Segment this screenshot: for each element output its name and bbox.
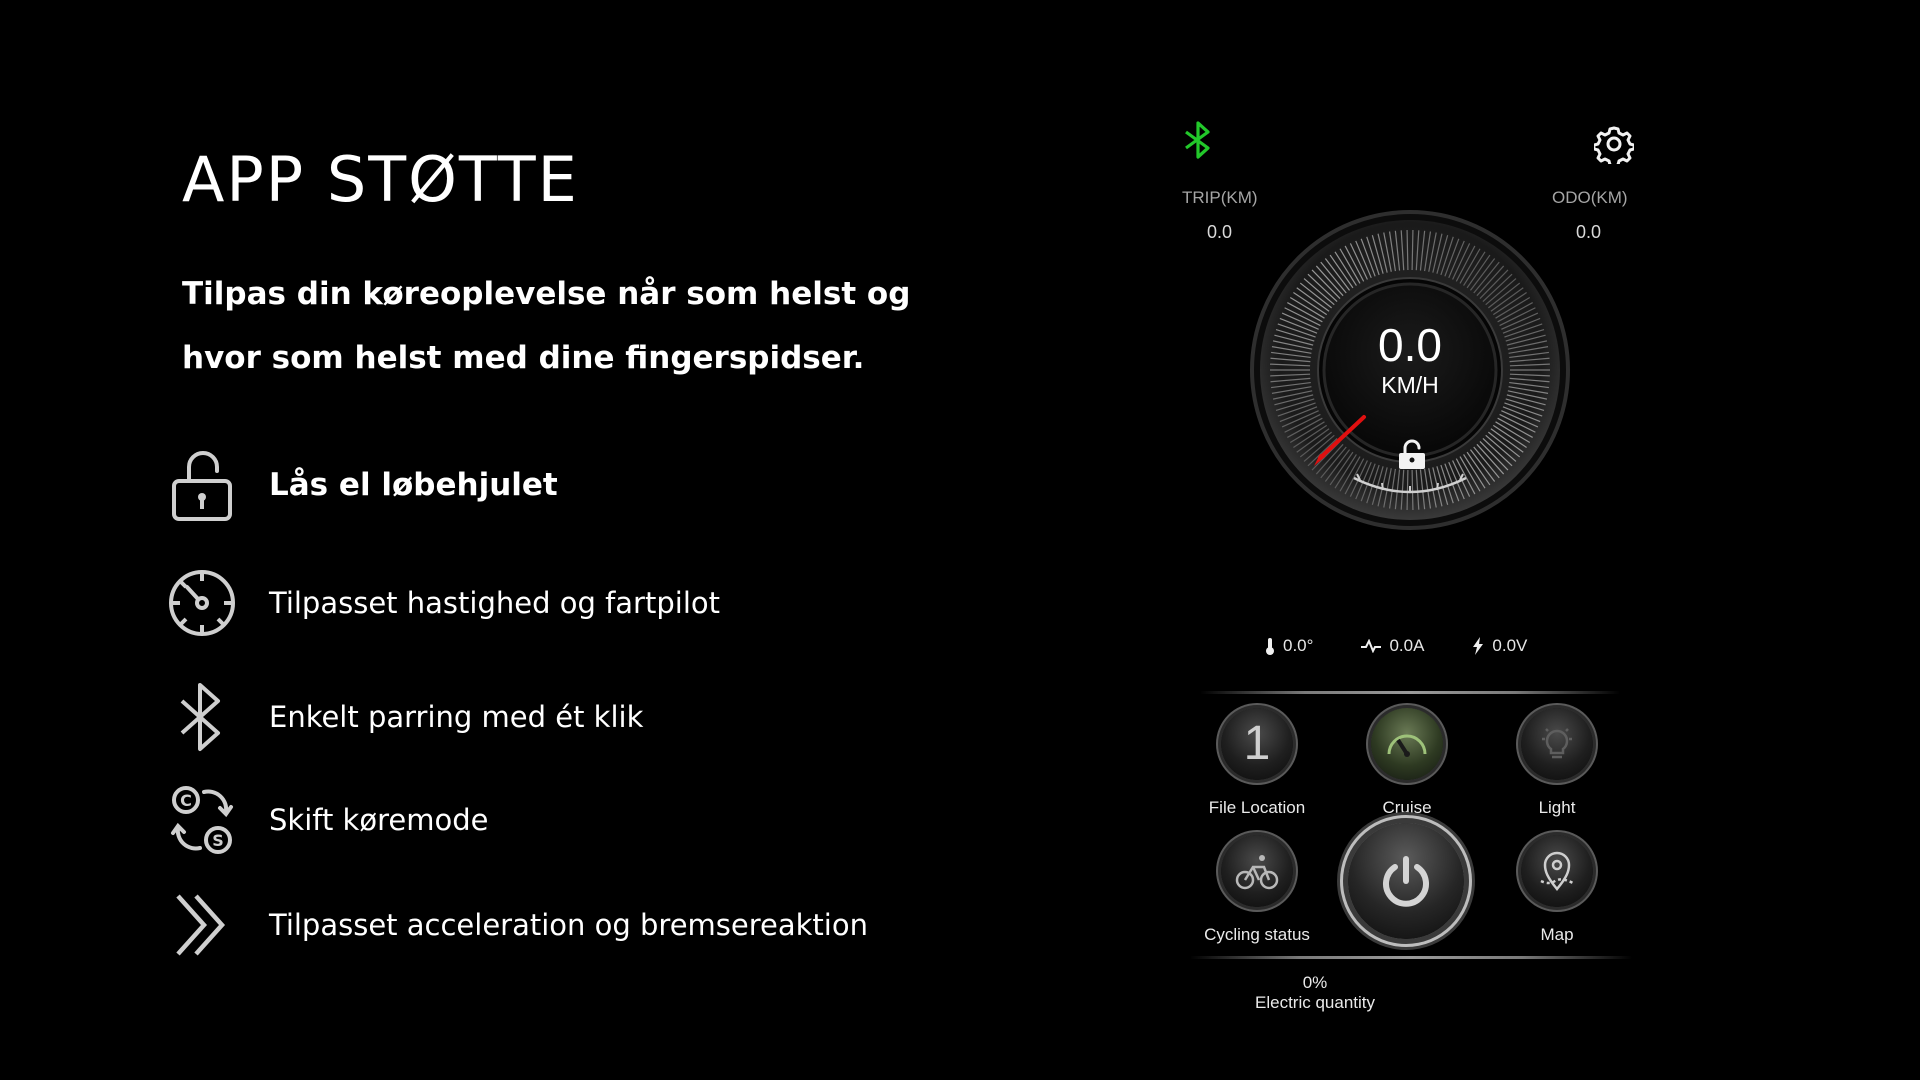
power-button[interactable] bbox=[1348, 823, 1464, 939]
current-value: 0.0A bbox=[1389, 636, 1425, 655]
current-wave-icon bbox=[1361, 639, 1381, 653]
tile-label: Cycling status bbox=[1204, 925, 1310, 944]
feature-acceleration bbox=[160, 880, 868, 970]
gauge-tick bbox=[1407, 230, 1408, 270]
map-pin-icon bbox=[1537, 849, 1577, 893]
cyclist-icon bbox=[1234, 851, 1280, 891]
cruise-knob bbox=[1371, 708, 1443, 780]
light-knob bbox=[1521, 708, 1593, 780]
feature-label: Enkelt parring med ét klik bbox=[269, 700, 644, 734]
page-subtitle: Tilpas din køreoplevelse når som helst og hvor som helst med dine fingerspidser. bbox=[182, 276, 911, 376]
feature-pairing bbox=[160, 672, 643, 762]
temperature-readout bbox=[1265, 636, 1313, 656]
bluetooth-icon bbox=[160, 675, 244, 759]
divider-top bbox=[1200, 691, 1620, 694]
trip-label: TRIP(KM) bbox=[1182, 188, 1258, 207]
power-icon bbox=[1378, 853, 1434, 909]
tile-label: File Location bbox=[1208, 798, 1306, 817]
battery-percent: 0% bbox=[1302, 973, 1328, 992]
battery-indicator bbox=[1205, 973, 1425, 1013]
feature-lock bbox=[160, 440, 558, 530]
lightning-icon bbox=[1472, 637, 1484, 655]
odo-value: 0.0 bbox=[1576, 222, 1602, 242]
light-button[interactable] bbox=[1482, 708, 1632, 818]
feature-list bbox=[160, 0, 960, 1080]
voltage-value: 0.0V bbox=[1492, 636, 1528, 655]
feature-speed bbox=[160, 558, 720, 648]
gauge-tick bbox=[1412, 230, 1413, 270]
gauge-lock-icon[interactable] bbox=[1395, 438, 1429, 477]
trip-value: 0.0 bbox=[1207, 222, 1233, 242]
tile-label: Map bbox=[1540, 925, 1574, 944]
feature-mode bbox=[160, 775, 488, 865]
tile-label: Light bbox=[1538, 798, 1576, 817]
temperature-value: 0.0° bbox=[1283, 636, 1314, 655]
divider-bottom bbox=[1190, 956, 1632, 959]
tile-label: Cruise bbox=[1382, 798, 1432, 817]
map-button[interactable] bbox=[1482, 835, 1632, 945]
feature-label: Lås el løbehjulet bbox=[269, 467, 558, 503]
file-location-knob bbox=[1221, 708, 1293, 780]
feature-label: Tilpasset hastighed og fartpilot bbox=[269, 586, 720, 620]
svg-text:C: C bbox=[180, 791, 192, 810]
bluetooth-status-icon[interactable] bbox=[1182, 120, 1214, 165]
cruise-button[interactable] bbox=[1332, 708, 1482, 818]
feature-label: Skift køremode bbox=[269, 803, 489, 837]
map-knob bbox=[1521, 835, 1593, 907]
feature-label: Tilpasset acceleration og bremsereaktion bbox=[269, 908, 868, 942]
lightbulb-icon bbox=[1540, 725, 1574, 763]
cruise-speedometer-icon bbox=[1384, 724, 1430, 764]
sensor-readouts bbox=[1265, 636, 1527, 656]
file-location-glyph: 1 bbox=[1243, 717, 1271, 770]
thermometer-icon bbox=[1265, 637, 1275, 655]
speed-unit: KM/H bbox=[1381, 372, 1439, 398]
current-readout bbox=[1361, 636, 1424, 656]
speed-value: 0.0 bbox=[1378, 319, 1442, 371]
odo-label: ODO(KM) bbox=[1552, 188, 1628, 207]
padlock-open-icon bbox=[160, 443, 244, 527]
battery-label: Electric quantity bbox=[1255, 993, 1375, 1012]
cycling-status-knob bbox=[1221, 835, 1293, 907]
app-screen bbox=[1170, 100, 1650, 1040]
settings-gear-icon[interactable] bbox=[1594, 124, 1634, 169]
svg-text:S: S bbox=[212, 831, 224, 850]
cycling-status-button[interactable] bbox=[1182, 835, 1332, 945]
voltage-readout bbox=[1472, 636, 1527, 656]
page-title: APP STØTTE bbox=[182, 143, 579, 216]
mode-switch-icon bbox=[160, 778, 244, 862]
double-chevron-right-icon bbox=[160, 883, 244, 967]
speedometer-icon bbox=[160, 561, 244, 645]
file-location-button[interactable] bbox=[1182, 708, 1332, 818]
